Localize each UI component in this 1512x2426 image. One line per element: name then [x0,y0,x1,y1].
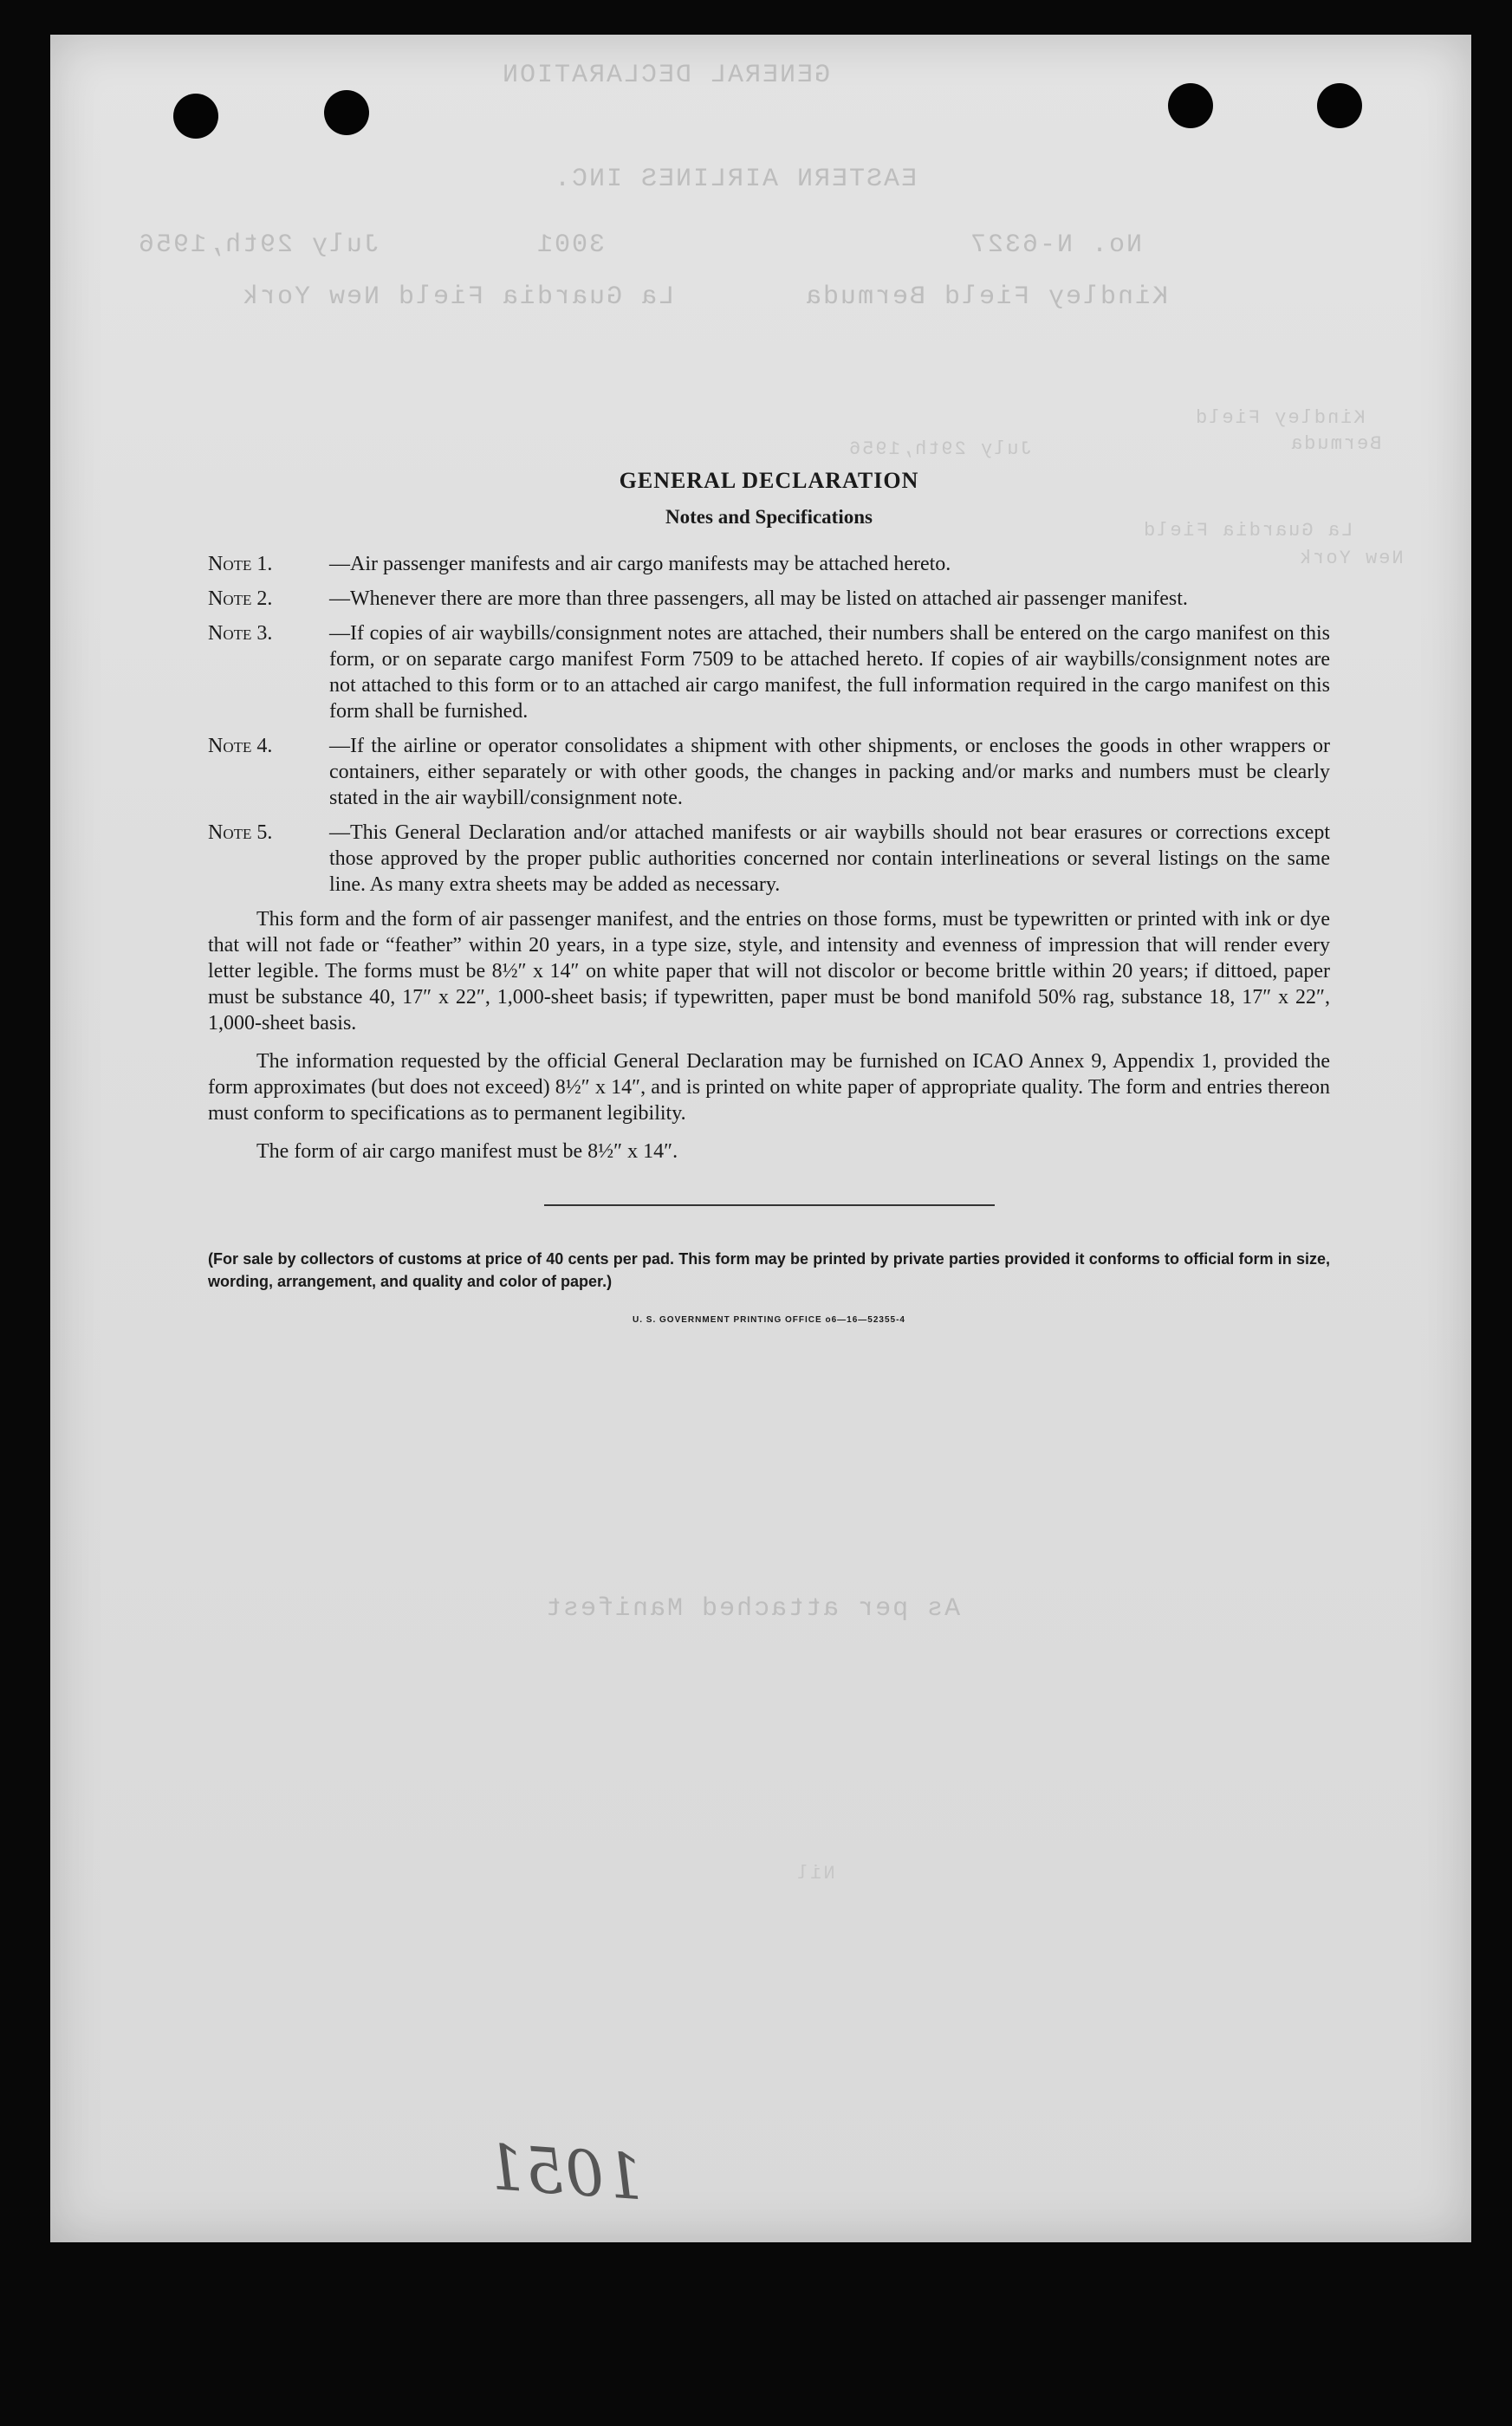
icao-paragraph: The information requested by the official General Declaration may be furnished on ICAO Annex 9, Appendix 1, provided the form approximates (but does not exceed) 8½″ x 14″, and is printed on white paper of appropriate quality. The form and entries thereon must conform to specifications as to permanent legibility. [208,1050,1330,1125]
bleed-place1: Kindley Field [1194,407,1366,429]
note-4 [208,733,1330,811]
note-5 [208,820,1330,898]
punch-hole [1317,83,1362,128]
paper-spec-paragraph: This form and the form of air passenger manifest, and the entries on those forms, must be typewritten or printed with ink or dye that will not fade or “feather” within 20 years, in a type size, style, and intensity and evenness of impression that will render every letter legible. The forms must be 8½″ x 14″ on white paper that will not discolor or become brittle within 20 years; if dittoed, paper must be substance 40, 17″ x 22″, 1,000-sheet basis; if typewritten, paper must be bond manifold 50% rag, substance 18, 17″ x 22″, 1,000-sheet basis. [208,908,1330,1035]
note-text: —This General Declaration and/or attached manifests or air waybills should not bear erasures or corrections except those approved by the proper public authorities concerned nor contain interlineations or several listings on the same line. As many extra sheets may be added as necessary. [329,821,1330,896]
declaration-content [208,468,1330,1325]
bleed-place2b: New York [1298,548,1404,569]
bleed-heading: GENERAL DECLARATION [501,61,831,90]
note-1 [208,551,1330,577]
sale-notice: (For sale by collectors of customs at price of 40 cents per pad. This form may be printed by private parties provided it conforms to official form in size, wording, arrangement, and quality and color of paper.) [208,1250,1330,1290]
printer-imprint: U. S. GOVERNMENT PRINTING OFFICE o6—16—52355-4 [633,1315,905,1325]
bleed-flight: 3001 [535,230,606,260]
form-title: GENERAL DECLARATION [619,468,919,493]
bleed-route-from: Kindley Field Bermuda [804,282,1169,312]
note-label: Note 2. [208,587,273,610]
bleed-cargo: As per attached Manifest [544,1594,961,1624]
note-label: Note 5. [208,821,273,844]
bleed-date2: July 29th,1956 [847,438,1032,460]
note-label: Note 4. [208,735,273,757]
note-label: Note 3. [208,622,273,645]
bleed-place2: La Guardia Field [1142,520,1353,542]
note-text: —Whenever there are more than three passengers, all may be listed on attached air passenger manifest. [329,587,1188,610]
bleed-place1b: Bermuda [1289,433,1382,455]
note-label: Note 1. [208,553,273,575]
divider [544,1204,995,1206]
note-2 [208,586,1330,612]
punch-hole [173,94,218,139]
bleed-nil: Nil [795,1863,835,1884]
cargo-manifest-size-paragraph: The form of air cargo manifest must be 8½″ x 14″. [256,1140,678,1163]
punch-hole [324,90,369,135]
note-text: —If the airline or operator consolidates a shipment with other shipments, or encloses the goods in other wrappers or containers, either separately or with other goods, the changes in packing and/or marks and numbers must be clearly stated in the air waybill/consignment note. [329,735,1330,809]
punch-hole [1168,83,1213,128]
form-subtitle: Notes and Specifications [665,506,873,528]
note-3 [208,620,1330,724]
bleed-aircraft: No. N-6327 [969,230,1143,260]
handwritten-annotation: 1051 [483,2130,646,2215]
note-text: —If copies of air waybills/consignment notes are attached, their numbers shall be entered on the cargo manifest on this form, or on separate cargo manifest Form 7509 to be attached hereto. If copies of air waybills/consignment notes are not attached to this form or to an attached air cargo manifest, the full information required in the cargo manifest on this form shall be furnished. [329,622,1330,723]
bleed-route-to: La Guardia Field New York [241,282,675,312]
bleed-date: July 29th,1956 [137,230,380,260]
note-text: —Air passenger manifests and air cargo manifests may be attached hereto. [329,553,951,575]
bleed-airline: EASTERN AIRLINES INC. [553,165,918,194]
